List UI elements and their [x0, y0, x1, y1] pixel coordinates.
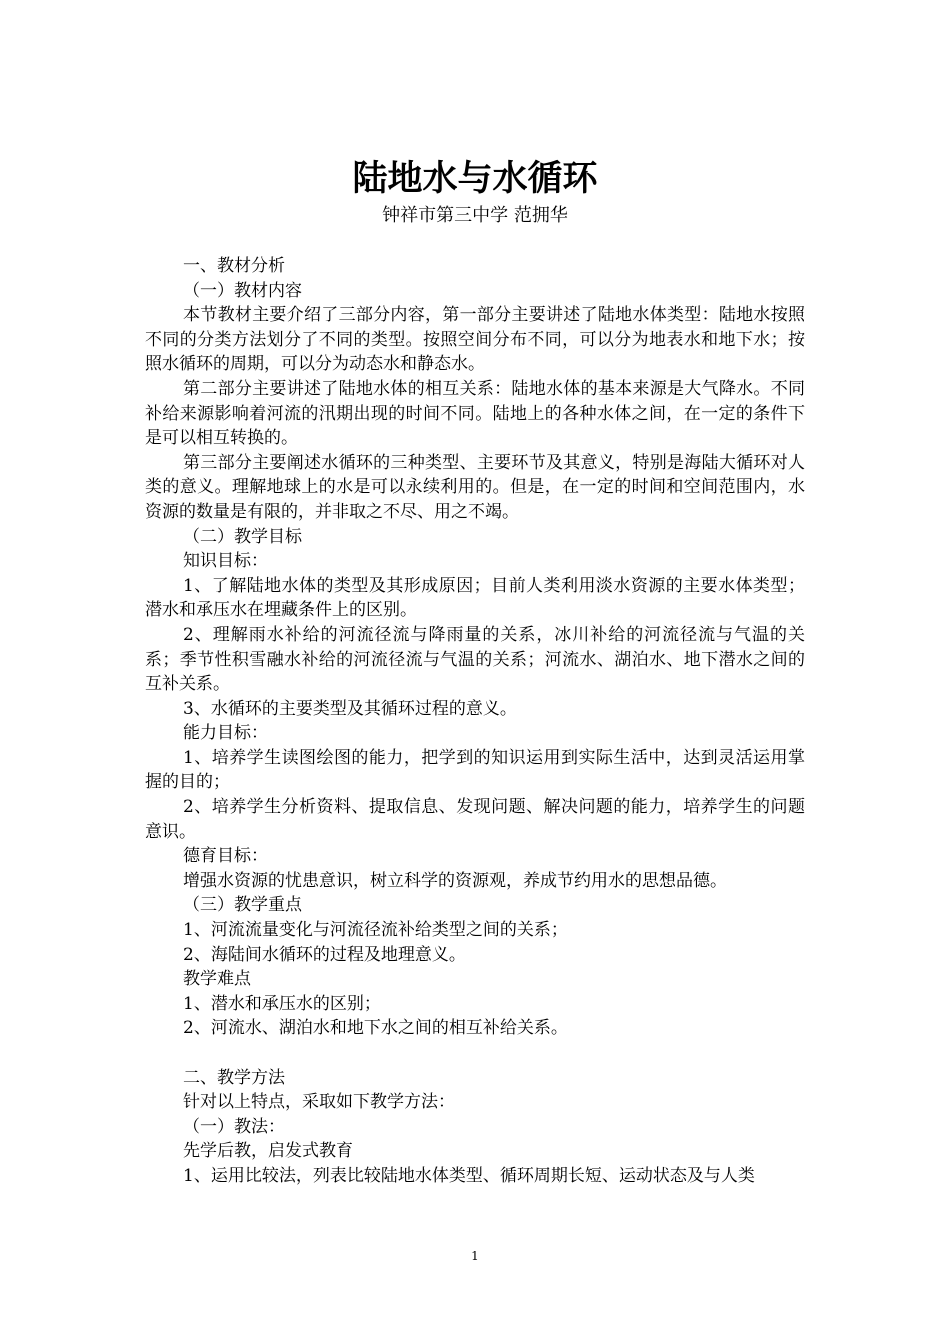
paragraph: 针对以上特点，采取如下教学方法： [183, 1092, 455, 1113]
list-item: 2、理解雨水补给的河流径流与降雨量的关系，冰川补给的河流径流与气温的关系；季节性积雪融水补给的河流径流与气温的关系；河流水、湖泊水、地下潜水之间的互补关系。 [145, 624, 805, 695]
list-item: 1、培养学生读图绘图的能力，把学到的知识运用到实际生活中，达到灵活运用掌握的目的； [145, 747, 805, 793]
blank-line [145, 1041, 805, 1066]
section-heading: 一、教材分析 [183, 256, 285, 276]
list-item: 1、潜水和承压水的区别； [183, 993, 381, 1014]
goal-label: 德育目标： [183, 846, 268, 867]
document-body [145, 254, 805, 1189]
paragraph: 第二部分主要讲述了陆地水体的相互关系：陆地水体的基本来源是大气降水。不同补给来源影响着河流的汛期出现的时间不同。陆地上的各种水体之间，在一定的条件下是可以相互转换的。 [145, 378, 805, 449]
subsection-heading: （三）教学重点 [183, 895, 302, 916]
list-item: 1、了解陆地水体的类型及其形成原因；目前人类利用淡水资源的主要水体类型；潜水和承压水在埋藏条件上的区别。 [145, 575, 805, 621]
paragraph: 第三部分主要阐述水循环的三种类型、主要环节及其意义，特别是海陆大循环对人类的意义。理解地球上的水是可以永续利用的。但是，在一定的时间和空间范围内，水资源的数量是有限的，并非取之不尽、用之不竭。 [145, 452, 805, 522]
list-item: 1、运用比较法，列表比较陆地水体类型、循环周期长短、运动状态及与人类 [183, 1165, 755, 1186]
author-line: 钟祥市第三中学 范拥华 [382, 205, 568, 226]
subsection-heading: 教学难点 [183, 969, 251, 990]
goal-label: 知识目标： [183, 551, 268, 572]
list-item: 2、海陆间水循环的过程及地理意义。 [183, 944, 466, 965]
paragraph: 本节教材主要介绍了三部分内容，第一部分主要讲述了陆地水体类型：陆地水按照不同的分类方法划分了不同的类型。按照空间分布不同，可以分为地表水和地下水；按照水循环的周期，可以分为动态水和静态水。 [145, 305, 805, 375]
subsection-heading: （一）教材内容 [183, 280, 302, 301]
document-title: 陆地水与水循环 [352, 159, 598, 199]
list-item: 3、水循环的主要类型及其循环过程的意义。 [183, 698, 517, 719]
subsection-heading: （二）教学目标 [183, 526, 302, 547]
paragraph: 增强水资源的忧患意识，树立科学的资源观，养成节约用水的思想品德。 [183, 870, 727, 891]
paragraph: 先学后教，启发式教育 [183, 1141, 353, 1162]
list-item: 2、河流水、湖泊水和地下水之间的相互补给关系。 [183, 1018, 568, 1039]
list-item: 1、河流流量变化与河流径流补给类型之间的关系； [183, 920, 568, 941]
section-heading: 二、教学方法 [183, 1067, 285, 1088]
subsection-heading: （一）教法： [183, 1116, 285, 1137]
page-number: 1 [471, 1249, 479, 1263]
goal-label: 能力目标： [183, 723, 268, 744]
list-item: 2、培养学生分析资料、提取信息、发现问题、解决问题的能力，培养学生的问题意识。 [145, 797, 805, 842]
